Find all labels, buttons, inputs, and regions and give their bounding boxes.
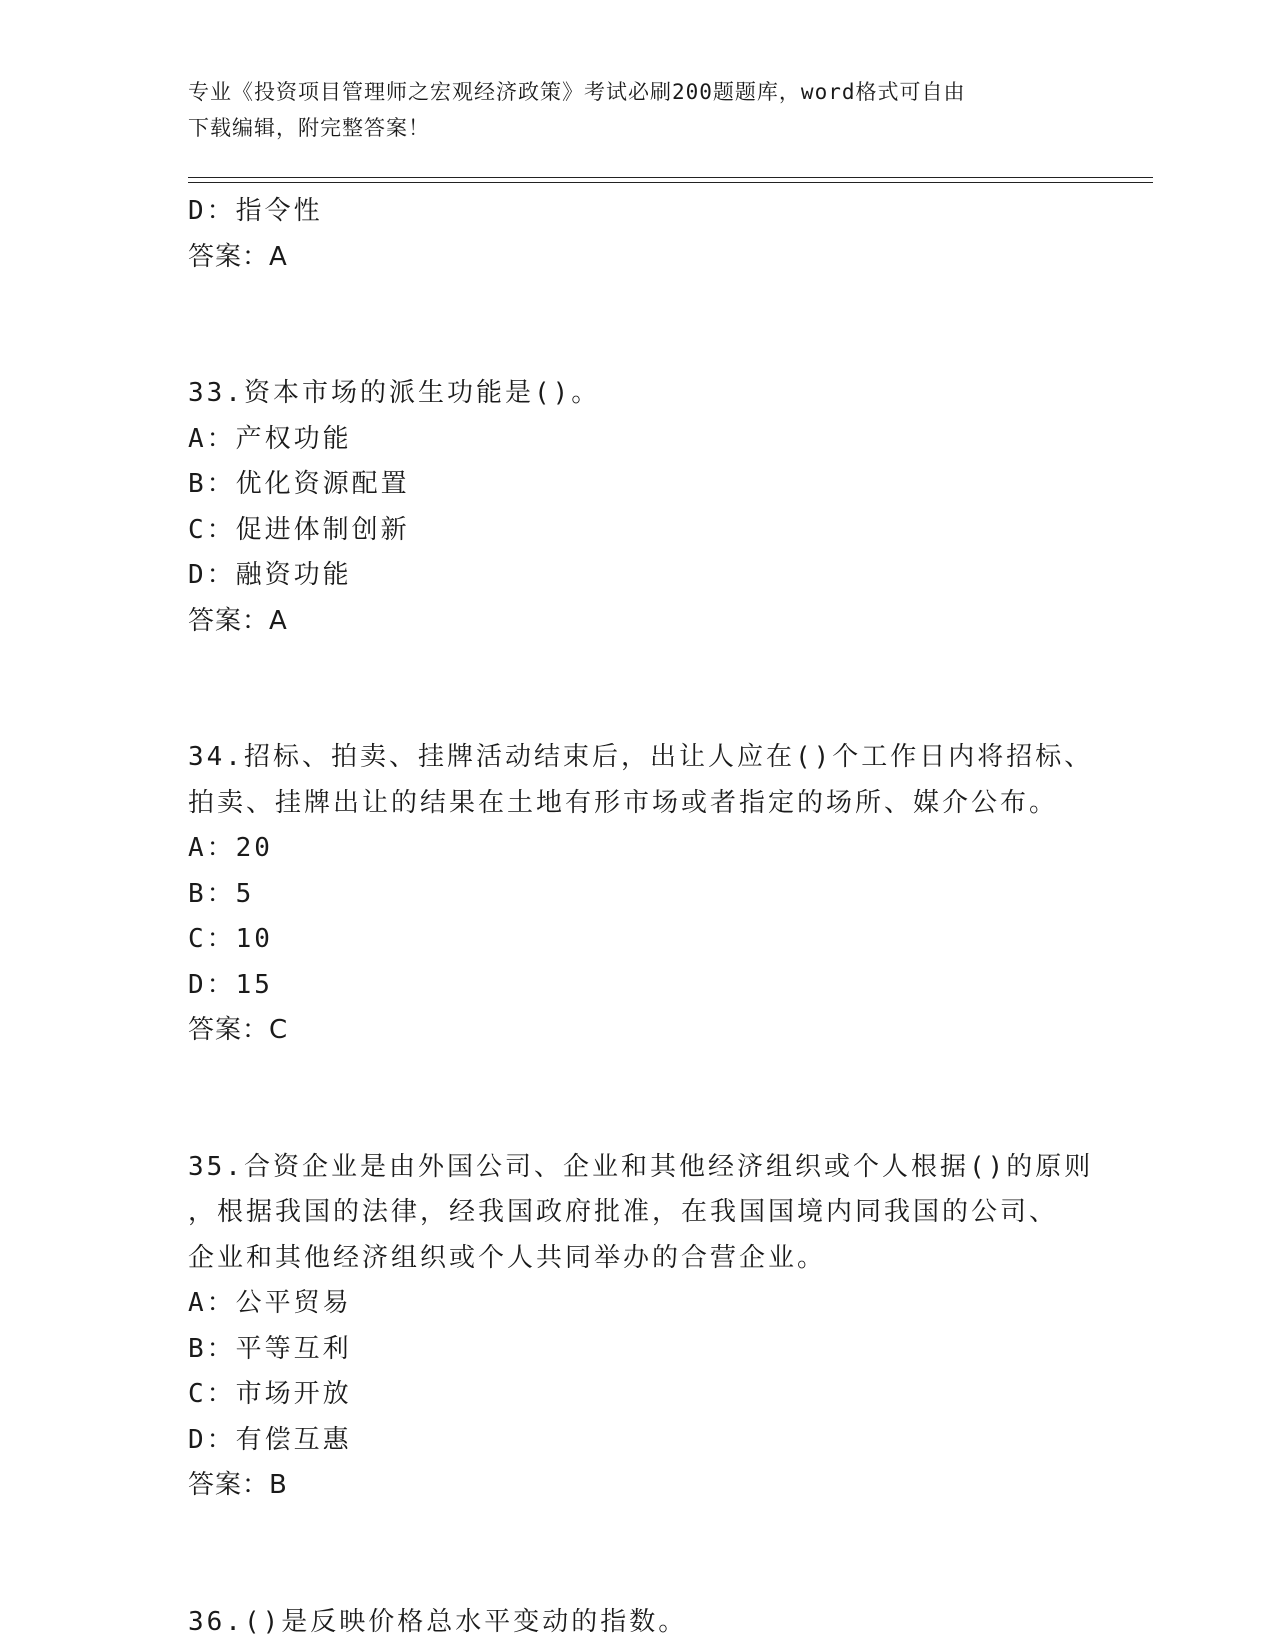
answer-line: 答案：C [188, 1015, 289, 1045]
question-text-line-3: 企业和其他经济组织或个人共同举办的合营企业。 [188, 1242, 827, 1273]
option-d: D：指令性 [188, 196, 323, 226]
question-block-34 [188, 735, 1108, 1054]
option-c: C：促进体制创新 [188, 514, 410, 545]
question-text-line-2: 拍卖、挂牌出让的结果在土地有形市场或者指定的场所、媒介公布。 [188, 787, 1059, 818]
option-a: A：20 [188, 833, 273, 863]
header-divider-bottom [188, 182, 1153, 183]
question-block-33 [188, 371, 1108, 644]
question-block-36 [188, 1600, 1108, 1646]
question-list [188, 189, 1108, 1645]
question-text-line-1: 35.合资企业是由外国公司、企业和其他经济组织或个人根据()的原则 [188, 1151, 1094, 1182]
question-text: 33.资本市场的派生功能是()。 [188, 378, 601, 408]
option-b: B：优化资源配置 [188, 469, 410, 499]
spacer [188, 1054, 1108, 1145]
question-block-prev [188, 189, 1108, 280]
option-d: D：融资功能 [188, 560, 352, 590]
document-header [188, 74, 1068, 146]
option-c: C：10 [188, 924, 273, 954]
answer-line: 答案：B [188, 1470, 288, 1500]
header-line-2: 下载编辑，附完整答案！ [188, 116, 430, 140]
spacer [188, 280, 1108, 371]
question-text-line-2: ，根据我国的法律，经我国政府批准，在我国国境内同我国的公司、 [188, 1197, 1059, 1227]
option-a: A：产权功能 [188, 423, 352, 454]
spacer [188, 1509, 1108, 1600]
option-b: B：5 [188, 878, 255, 909]
option-c: C：市场开放 [188, 1379, 352, 1409]
answer-line: 答案：A [188, 605, 288, 636]
header-divider-top [188, 177, 1153, 178]
question-block-35 [188, 1145, 1108, 1509]
spacer [188, 644, 1108, 735]
header-line-1: 专业《投资项目管理师之宏观经济政策》考试必刷200题题库，word格式可自由 [188, 80, 966, 104]
answer-line: 答案：A [188, 241, 288, 272]
question-text-line-1: 34.招标、拍卖、挂牌活动结束后，出让人应在()个工作日内将招标、 [188, 742, 1094, 772]
option-b: B：平等互利 [188, 1333, 352, 1364]
option-d: D：有偿互惠 [188, 1424, 352, 1455]
option-a: A：公平贸易 [188, 1288, 352, 1318]
question-text: 36.()是反映价格总水平变动的指数。 [188, 1606, 688, 1637]
option-d: D：15 [188, 969, 273, 1000]
